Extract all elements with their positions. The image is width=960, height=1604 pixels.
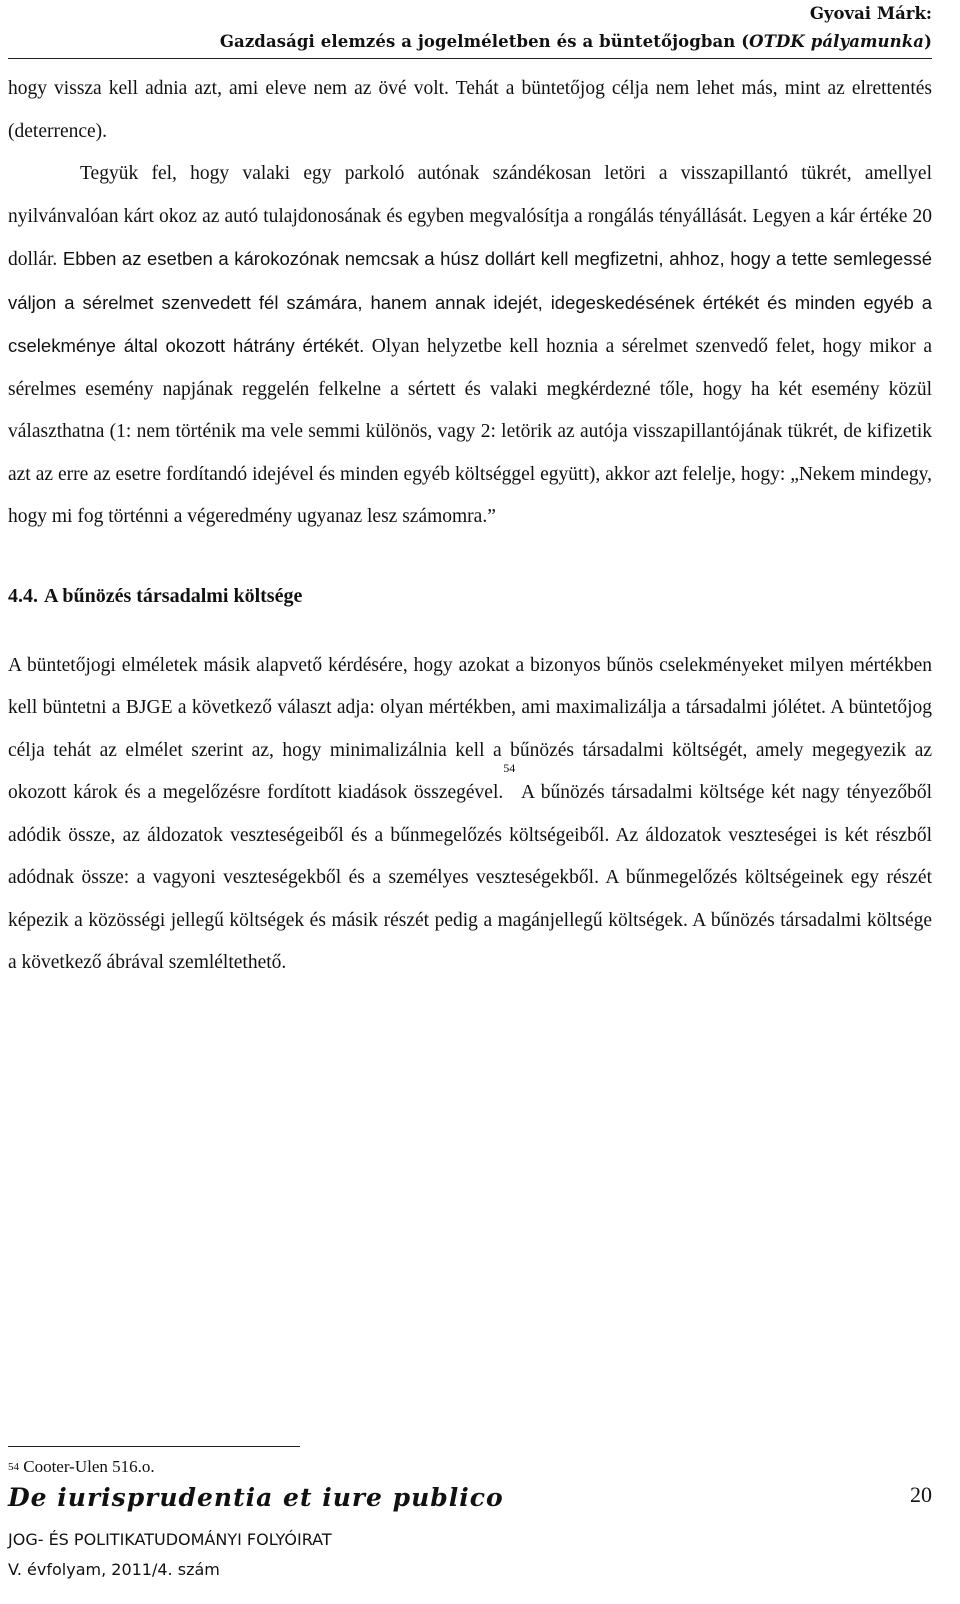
section-heading <box>8 575 932 617</box>
paragraph-2: Tegyük fel, hogy valaki egy parkoló autónak szándékosan letöri a visszapillantó tükrét, amellyel nyilvánvalóan kárt okoz az autó tulajdonosának és egyben megvalósítja a rongálás tényállását. Legyen a kár értéke 20 dollár. Ebben az esetben a károkozónak nemcsak a húsz dollárt kell megfizetni, ahhoz, hogy a tette semlegessé váljon a sérelmet szenvedett fél számára, hanem annak idejét, idegeskedésének értékét és minden egyéb a cselekménye által okozott hátrány értékét. Olyan helyzetbe kell hoznia a sérelmet szenvedő felet, hogy mikor a sérelmes esemény napjának reggelén felkelne a sértett és valaki megkérdezné tőle, hogy ha két esemény közül választhatna (1: nem történik ma vele semmi különös, vagy 2: letörik az autója visszapillantójának tükrét, de kifizetik azt az erre az esetre fordítandó idejével és minden egyéb költséggel együtt), akkor azt felelje, hogy: „Nekem mindegy, hogy mi fog történni a végeredmény ugyanaz lesz számomra.” <box>8 163 932 527</box>
footnote-reference[interactable]: 54 <box>503 761 516 775</box>
footnote <box>8 1456 155 1478</box>
journal-volume: V. évfolyam, 2011/4. szám <box>8 1560 220 1579</box>
footnote-text: Cooter-Ulen 516.o. <box>19 1457 155 1476</box>
paragraph-3: A büntetőjogi elméletek másik alapvető kérdésére, hogy azokat a bizonyos bűnös cselekményeket milyen mértékben kell büntetni a BJGE a következő választ adja: olyan mértékben, ami maximalizálja a társadalmi jólétet. A büntetőjog célja tehát az elmélet szerint az, hogy minimalizálnia kell a bűnözés társadalmi költségét, amely megegyezik az okozott károk és a megelőzésre fordított kiadások összegével.$^{54}$ A bűnözés társadalmi költsége két nagy tényezőből adódik össze, az áldozatok veszteségeiből és a bűnmegelőzés költségeiből. Az áldozatok veszteségei is két részből adódnak össze: a vagyoni veszteségekből és a személyes veszteségekből. A bűnmegelőzés költségeinek egy részét képezik a közösségi jellegű költségek és másik részét pedig a magánjellegű költségek. A bűnözés társadalmi költsége a következő ábrával szemléltethető. <box>8 654 933 973</box>
running-header <box>220 0 932 56</box>
paragraph-1: hogy vissza kell adnia azt, ami eleve nem az övé volt. Tehát a büntetőjog célja nem lehet más, mint az elrettentés (deterrence). <box>8 78 932 142</box>
page-body <box>8 68 932 985</box>
section-number: 4.4. <box>8 584 38 607</box>
section-title: A bűnözés társadalmi költsége <box>44 584 303 607</box>
header-author: Gyovai Márk: <box>809 4 932 23</box>
journal-subtitle: JOG- ÉS POLITIKATUDOMÁNYI FOLYÓIRAT <box>8 1530 332 1549</box>
page-number: 20 <box>910 1482 932 1507</box>
footnote-number: 54 <box>8 1461 19 1473</box>
header-rule <box>8 58 932 59</box>
journal-title: De iurisprudentia et iure publico <box>8 1483 504 1512</box>
header-title: Gazdasági elemzés a jogelméletben és a büntetőjogban (OTDK pályamunka) <box>219 32 932 51</box>
footnote-rule <box>8 1446 300 1447</box>
